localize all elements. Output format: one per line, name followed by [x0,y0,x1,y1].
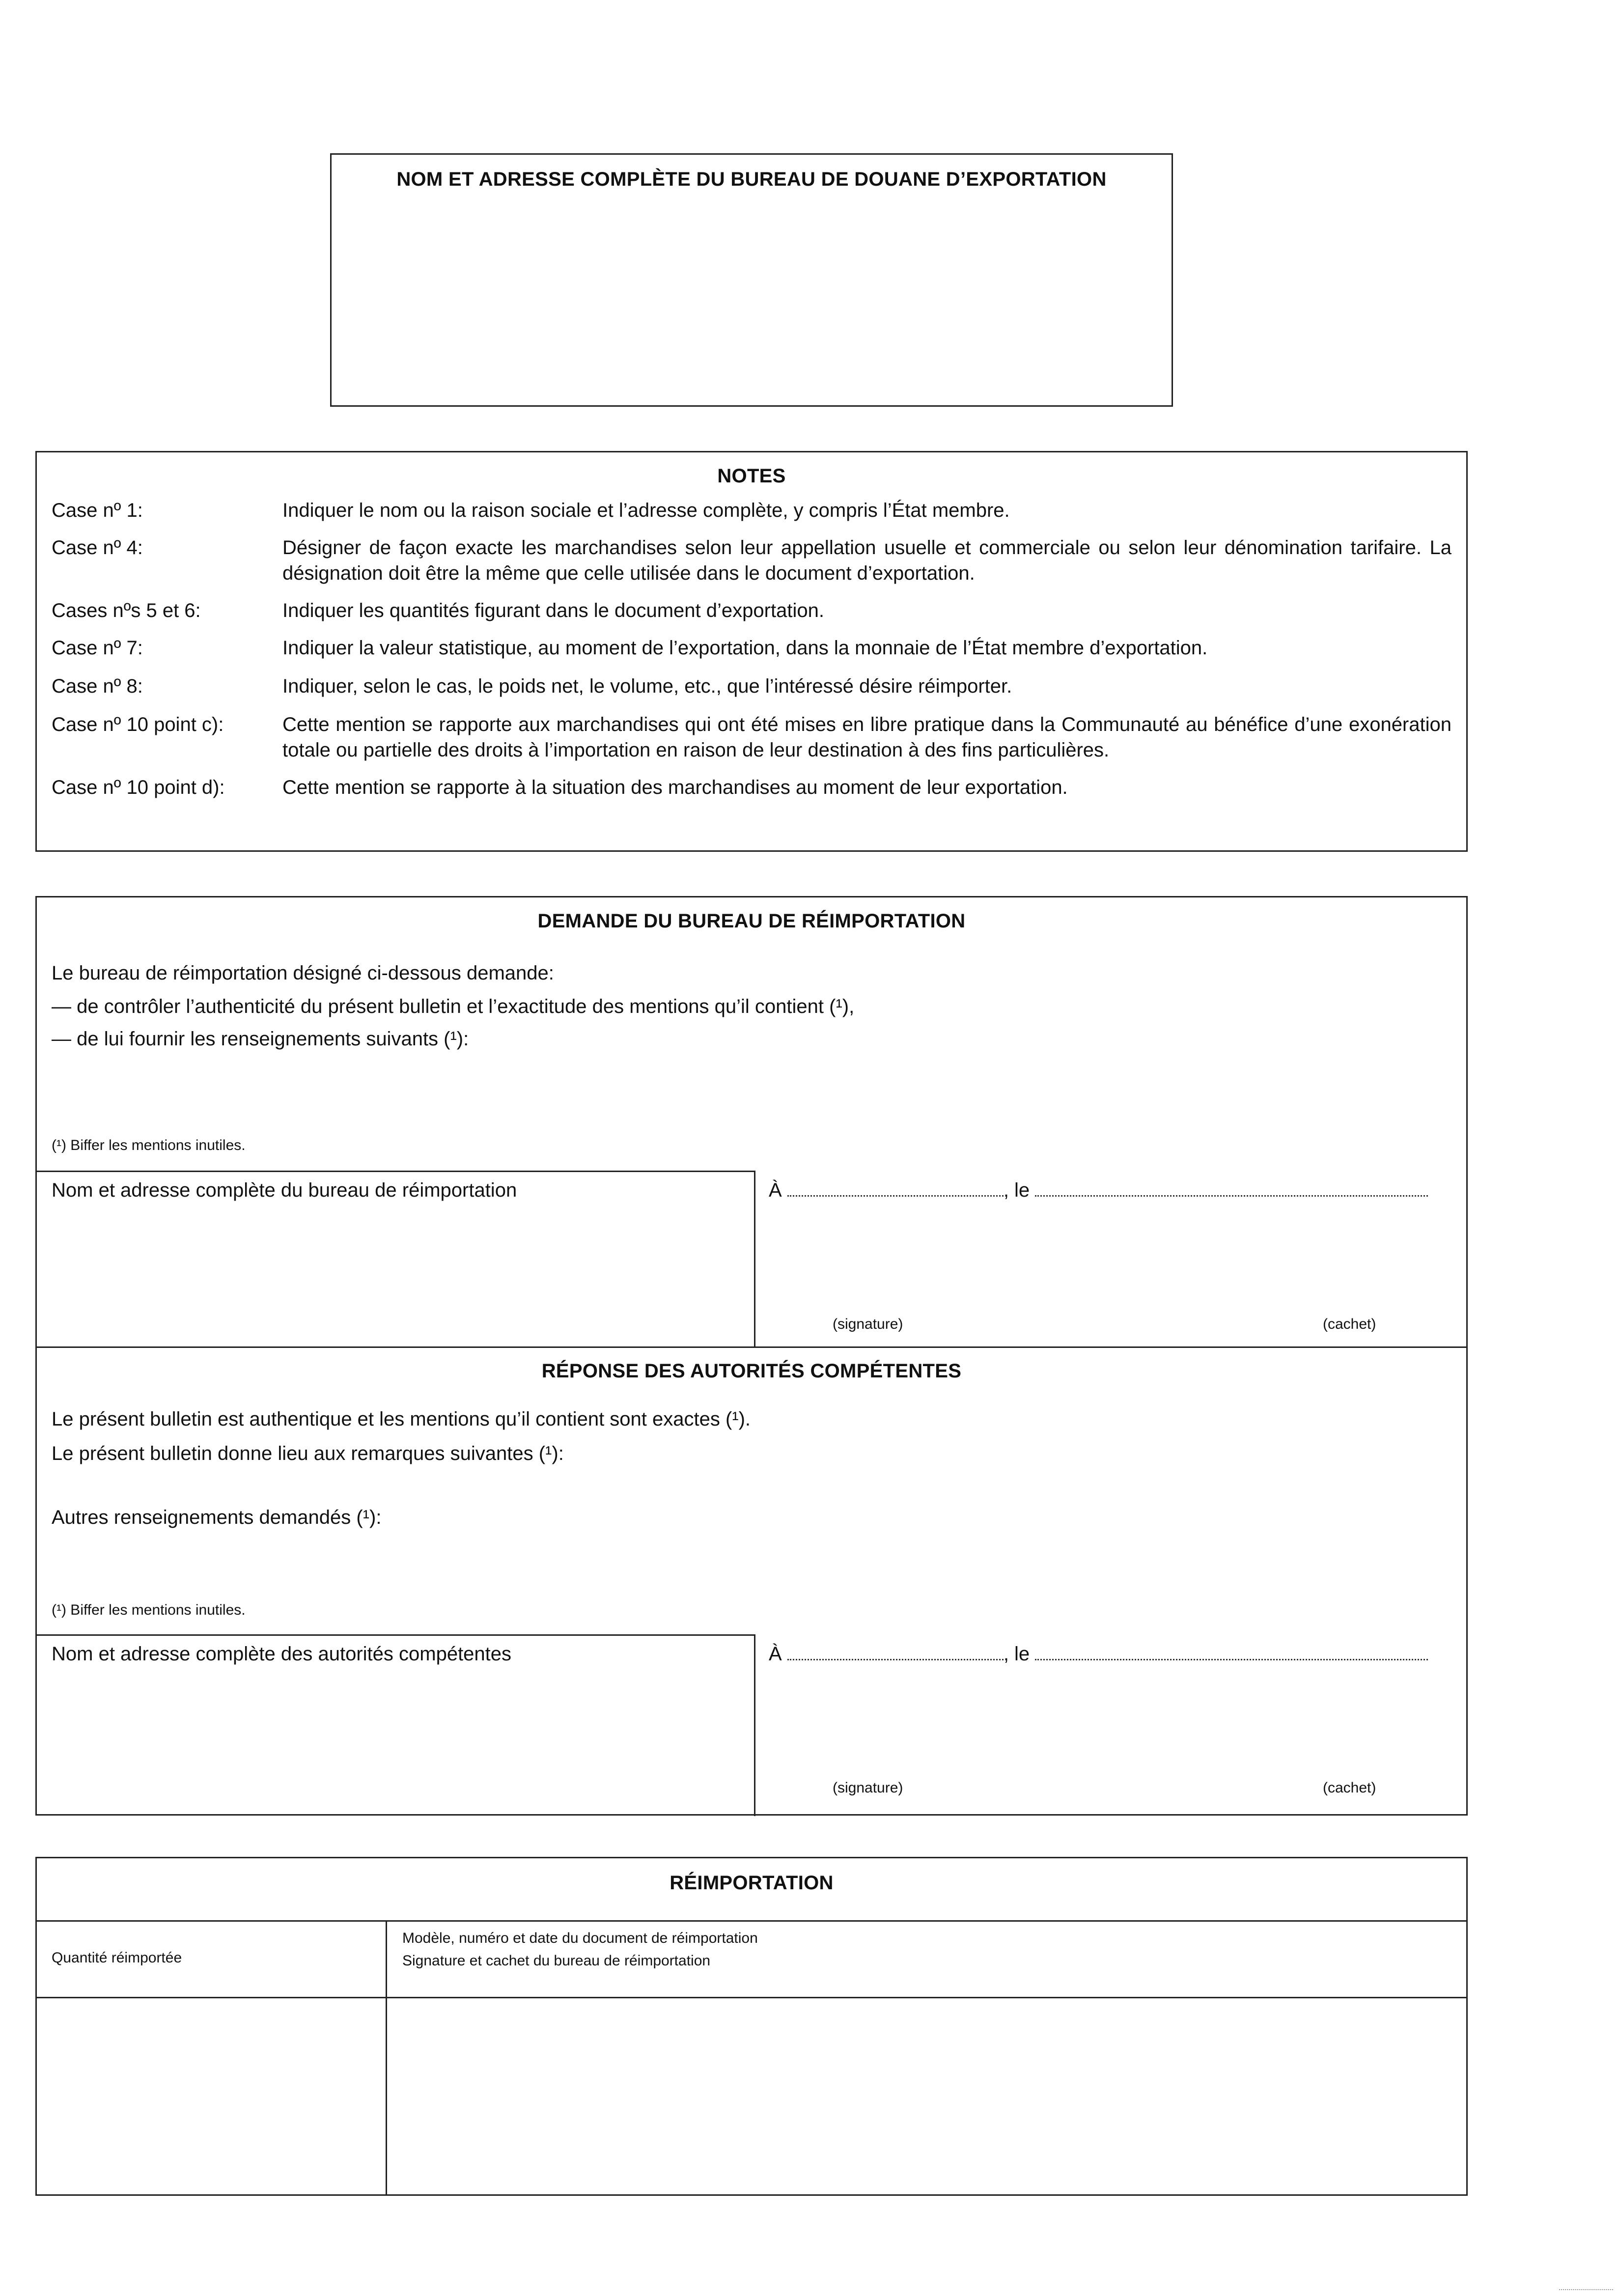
note-text-8: Indiquer, selon le cas, le poids net, le volume, etc., que l’intéressé désire réimporter. [282,675,1012,697]
request-date-field[interactable] [1035,1179,1428,1197]
reimport-box [35,1857,1468,2196]
request-title: DEMANDE DU BUREAU DE RÉIMPORTATION [537,910,966,932]
response-line-2: Le présent bulletin donne lieu aux remarques suivantes (¹): [52,1443,564,1464]
request-place-date [769,1177,1452,1203]
response-date-field[interactable] [1035,1643,1428,1660]
response-at-label: À [769,1643,782,1665]
note-label-7: Case nº 7: [52,637,143,659]
note-text-4: Désigner de façon exacte les marchandises selon leur appellation usuelle et commerciale ou selon leur dénomination tarifaire. La désignation doit être la même que celle utilisée dans le document d’exportation. [282,537,1452,584]
response-date-label: , le [1003,1643,1030,1665]
request-stamp-label: (cachet) [1323,1316,1376,1332]
response-line-3: Autres renseignements demandés (¹): [52,1507,382,1528]
export-office-box [330,153,1173,407]
document-cell[interactable] [387,1998,1466,2195]
response-place-field[interactable] [787,1643,1004,1660]
response-signature-label: (signature) [833,1780,903,1796]
response-footnote: (¹) Biffer les mentions inutiles. [52,1602,246,1618]
note-label-8: Case nº 8: [52,675,143,697]
note-label-1: Case nº 1: [52,500,143,521]
note-label-4: Case nº 4: [52,537,143,559]
section-divider [37,1346,1466,1348]
reimport-office-label: Nom et adresse complète du bureau de réimportation [52,1179,517,1201]
notes-title: NOTES [717,465,786,487]
note-text-5-6: Indiquer les quantités figurant dans le document d’exportation. [282,600,824,621]
request-signature-label: (signature) [833,1316,903,1332]
response-vertical-divider [754,1634,755,1816]
request-date-label: , le [1003,1179,1030,1201]
response-title: RÉPONSE DES AUTORITÉS COMPÉTENTES [541,1360,962,1382]
response-stamp-label: (cachet) [1323,1780,1376,1796]
note-text-10d: Cette mention se rapporte à la situation des marchandises au moment de leur exportation. [282,777,1068,798]
note-text-1: Indiquer le nom ou la raison sociale et l’adresse complète, y compris l’État membre. [282,500,1010,521]
request-vertical-divider [754,1171,755,1347]
request-divider [37,1171,754,1172]
request-line-1: — de contrôler l’authenticité du présent bulletin et l’exactitude des mentions qu’il contient (¹), [52,996,855,1017]
note-label-10c: Case nº 10 point c): [52,714,224,735]
note-label-5-6: Cases nºs 5 et 6: [52,600,201,621]
request-at-label: À [769,1179,782,1201]
note-label-10d: Case nº 10 point d): [52,777,225,798]
response-divider [37,1634,754,1636]
request-place-field[interactable] [787,1179,1004,1197]
export-office-title: NOM ET ADRESSE COMPLÈTE DU BUREAU DE DOUANE D’EXPORTATION [396,168,1107,190]
response-line-1: Le présent bulletin est authentique et les mentions qu’il contient sont exactes (¹). [52,1408,751,1430]
note-text-7: Indiquer la valeur statistique, au moment de l’exportation, dans la monnaie de l’État membre d’exportation. [282,637,1208,659]
reimport-header-divider [37,1920,1466,1922]
document-header-line-2: Signature et cachet du bureau de réimportation [402,1953,711,1969]
authority-label: Nom et adresse complète des autorités compétentes [52,1643,512,1665]
request-footnote: (¹) Biffer les mentions inutiles. [52,1137,246,1153]
note-text-10c: Cette mention se rapporte aux marchandises qui ont été mises en libre pratique dans la Communauté au bénéfice d’une exonération totale ou partielle des droits à l’importation en raison de leur destination à des fins particulières. [282,714,1452,761]
response-place-date [769,1641,1452,1667]
request-response-box [35,896,1468,1816]
request-line-2: — de lui fournir les renseignements suivants (¹): [52,1028,469,1050]
quantity-header: Quantité réimportée [52,1950,182,1966]
request-intro: Le bureau de réimportation désigné ci-dessous demande: [52,962,554,984]
page-corner-mark [1559,2289,1613,2290]
document-header-line-1: Modèle, numéro et date du document de réimportation [402,1930,758,1946]
reimport-title: RÉIMPORTATION [670,1872,834,1894]
quantity-cell[interactable] [37,1998,386,2195]
notes-box [35,451,1468,852]
